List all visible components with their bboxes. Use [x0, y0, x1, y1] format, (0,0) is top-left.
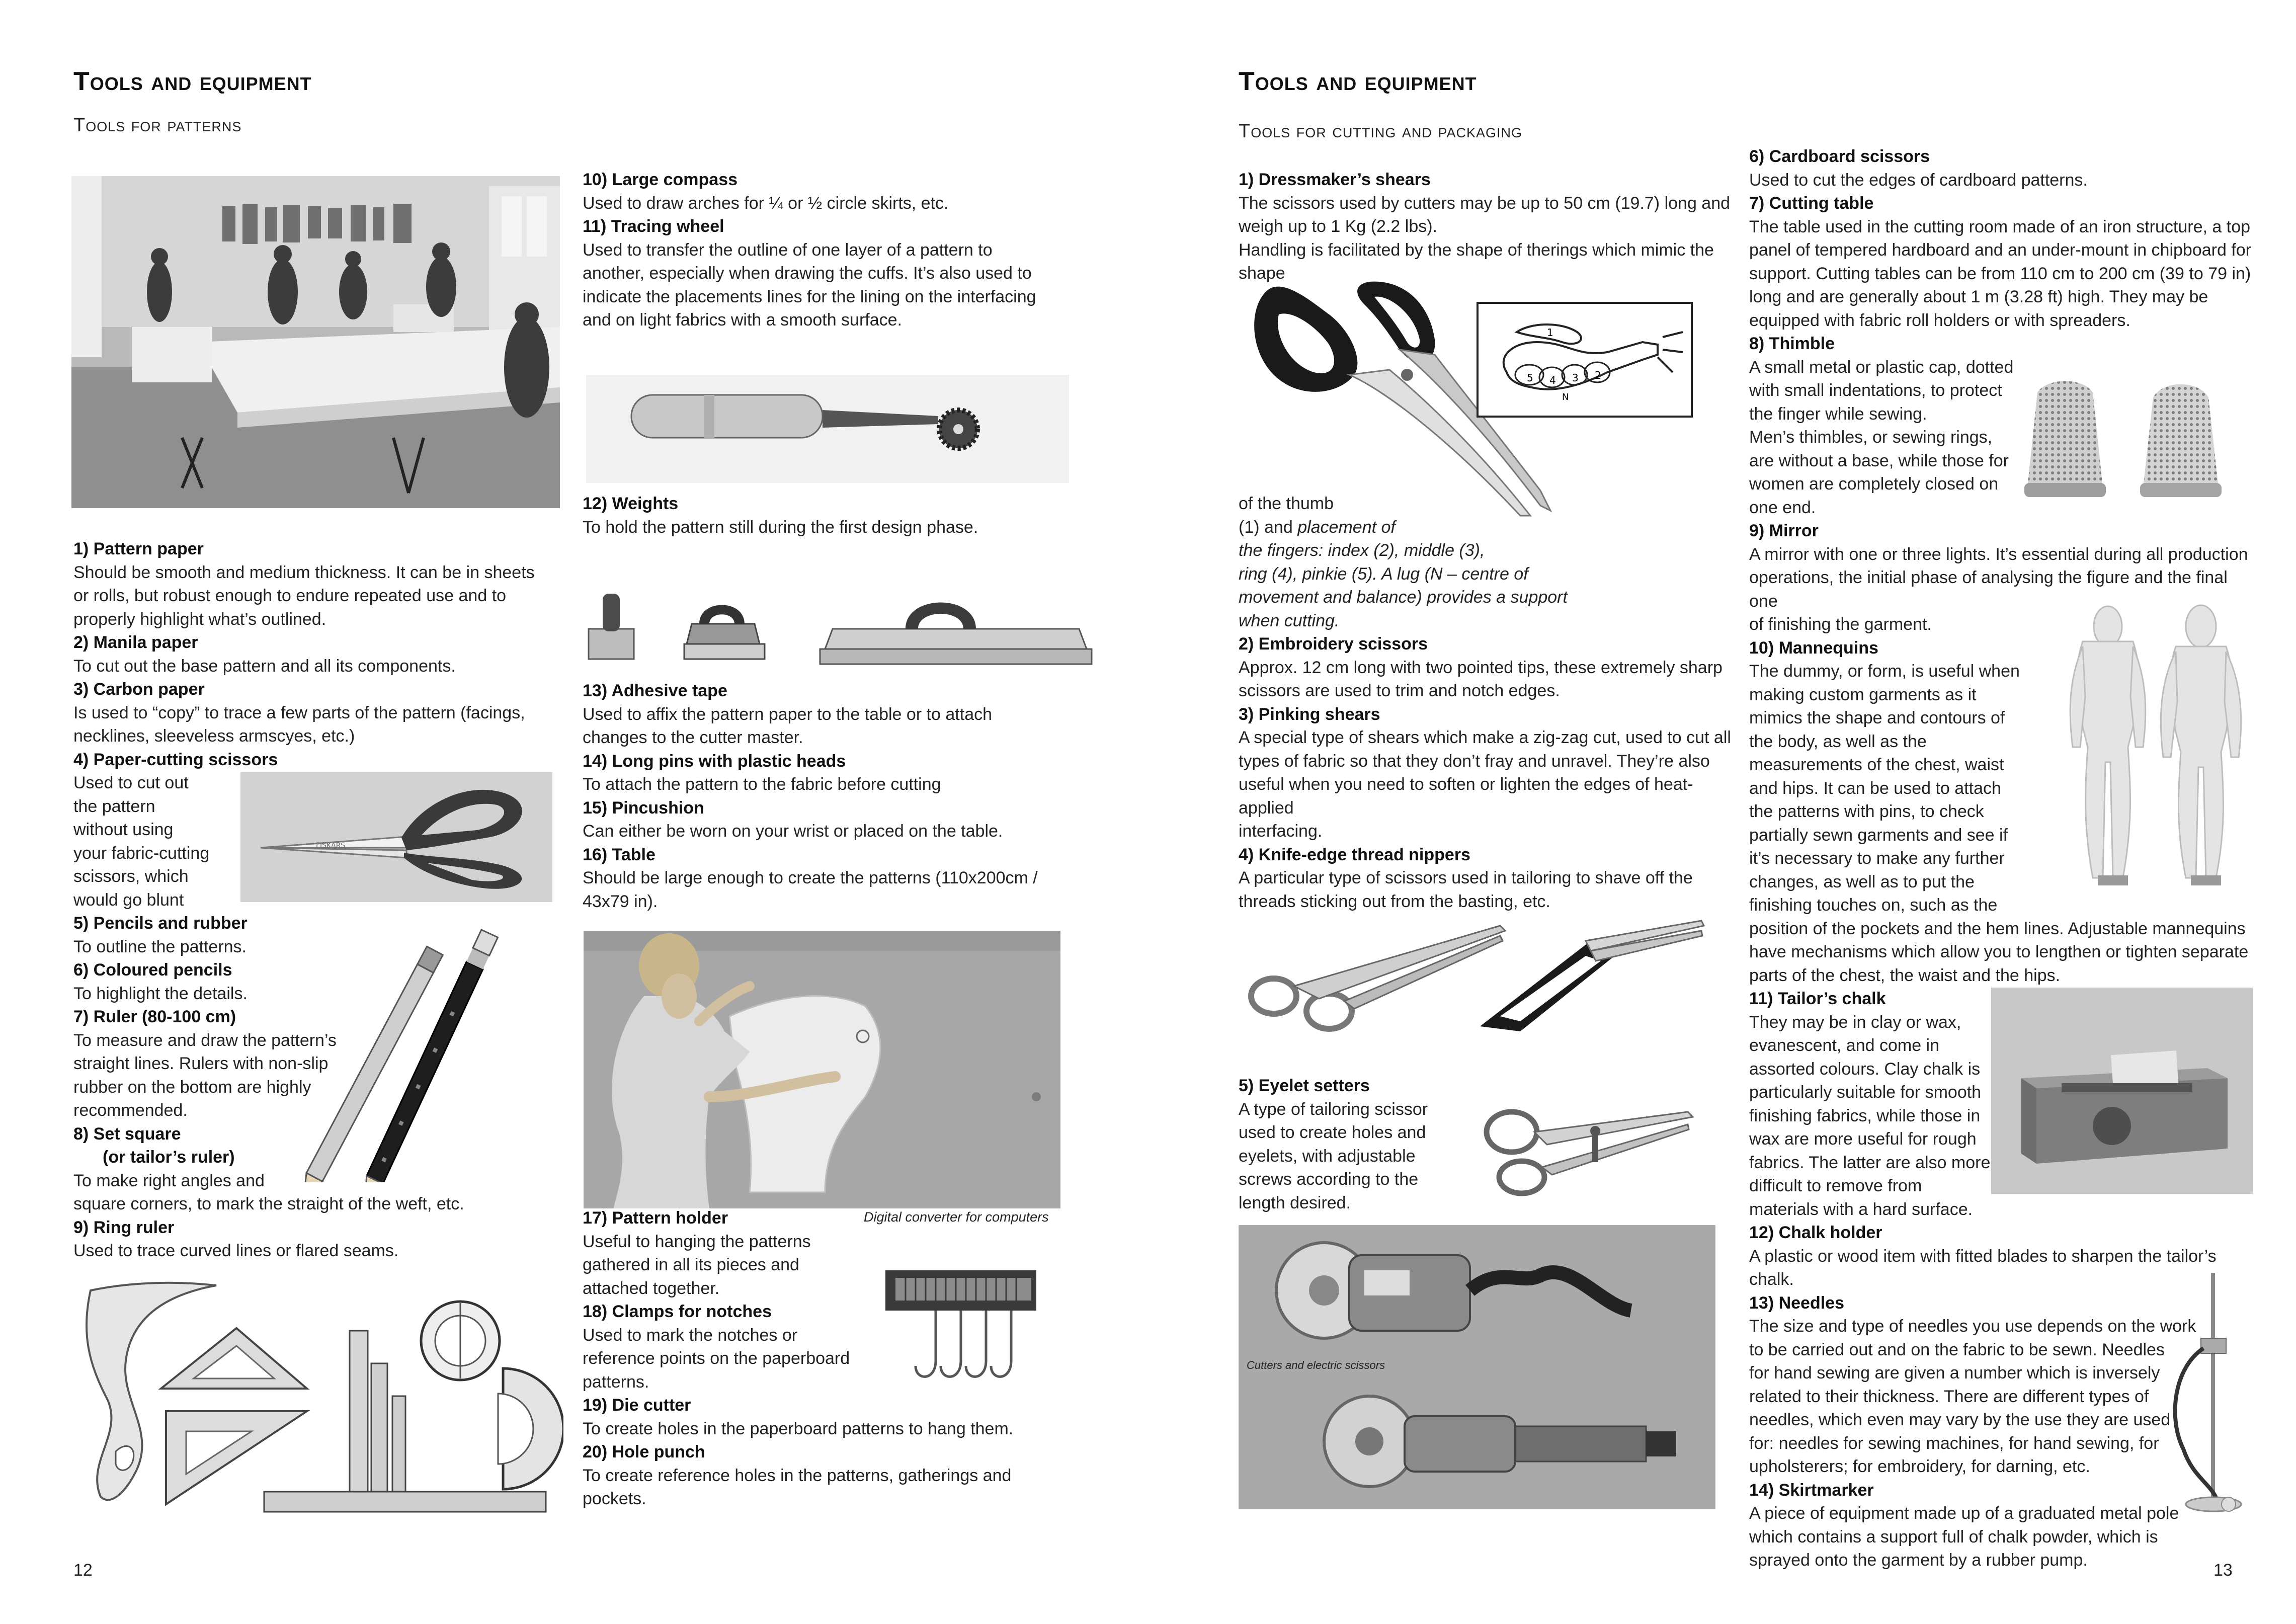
diagram-label: 5	[1527, 372, 1533, 384]
rulers-image	[70, 1280, 563, 1517]
classroom-photo	[71, 176, 560, 508]
diagram-label: 4	[1549, 374, 1556, 386]
text-line: rubber on the bottom are highly	[73, 1077, 311, 1097]
text-line: To hold the pattern still during the first design phase.	[583, 517, 978, 537]
text-line: changes to the cutter master.	[583, 728, 803, 747]
text-line: A mirror with one or three lights. It’s essential during all production	[1749, 544, 2248, 564]
page-title-right: Tools and equipment	[1239, 67, 1477, 96]
item-heading: 12) Weights	[583, 494, 679, 513]
text-line: changes, as well as to put the	[1749, 872, 1975, 891]
text-line: indicate the placements lines for the lining on the interfacing	[583, 287, 1036, 306]
item-heading: 3) Carbon paper	[73, 680, 205, 699]
text-line: the pattern	[73, 796, 155, 816]
text-line: wax are more useful for rough	[1749, 1129, 1977, 1149]
text-line: To highlight the details.	[73, 984, 248, 1003]
text-line: the patterns with pins, to check	[1749, 802, 1984, 821]
chalk-holder-image	[1991, 988, 2253, 1194]
text-line: gathered in all its pieces and	[583, 1255, 799, 1274]
right-column-1a	[1239, 168, 1747, 285]
text-line: of the thumb	[1239, 494, 1334, 513]
text-line: used to create holes and	[1239, 1123, 1426, 1142]
item-heading: 19) Die cutter	[583, 1396, 691, 1415]
item-heading: 15) Pincushion	[583, 798, 704, 818]
page-subtitle-left: Tools for patterns	[73, 115, 242, 136]
text-line: finishing touches on, such as the	[1749, 896, 1998, 915]
text-line: ring (4), pinkie (5). A lug (N – centre of	[1239, 564, 1528, 584]
text-line: Used to cut out	[73, 773, 189, 792]
text-line: are without a base, while those for	[1749, 451, 2009, 470]
text-line: A piece of equipment made up of a graduated metal pole	[1749, 1504, 2179, 1523]
text-line: Used to transfer the outline of one layer of a pattern to	[583, 240, 993, 260]
item-heading: 7) Cutting table	[1749, 194, 1874, 213]
text-line: To cut out the base pattern and all its components.	[73, 656, 456, 676]
item-heading: 14) Skirtmarker	[1749, 1480, 1874, 1500]
text-line: Used to affix the pattern paper to the table or to attach	[583, 704, 993, 724]
item-heading: 2) Embroidery scissors	[1239, 634, 1428, 654]
item-heading: 1) Dressmaker’s shears	[1239, 170, 1431, 189]
text-line: interfacing.	[1239, 822, 1323, 841]
item-heading: 9) Ring ruler	[73, 1217, 175, 1237]
item-heading: 1) Pattern paper	[73, 539, 204, 558]
text-line: They may be in clay or wax,	[1749, 1012, 1961, 1032]
text-line: when cutting.	[1239, 611, 1340, 630]
pattern-board-photo	[584, 931, 1060, 1208]
item-heading: 5) Eyelet setters	[1239, 1076, 1370, 1095]
item-heading: 5) Pencils and rubber	[73, 914, 248, 933]
text-line: To attach the pattern to the fabric before cutting	[583, 775, 941, 794]
text-line: would go blunt	[73, 890, 184, 910]
left-column-2b	[583, 492, 1086, 539]
weights-image	[584, 569, 1107, 669]
mannequins-image	[2063, 596, 2254, 893]
text-span: placement of	[1297, 517, 1396, 537]
text-line: The table used in the cutting room made of an iron structure, a top	[1749, 217, 2251, 236]
text-line: Useful to hanging the patterns	[583, 1232, 811, 1251]
item-heading: 10) Mannequins	[1749, 638, 1878, 658]
text-line: difficult to remove from	[1749, 1176, 1922, 1195]
text-line: related to their thickness. There are different types of	[1749, 1387, 2149, 1406]
paper-scissors-photo	[240, 772, 552, 902]
page-subtitle-right: Tools for cutting and packaging	[1239, 121, 1522, 142]
text-line: panel of tempered hardboard and an under-mount in chipboard for	[1749, 240, 2252, 260]
text-line: evanescent, and come in	[1749, 1036, 1940, 1055]
text-line: screws according to the	[1239, 1170, 1419, 1189]
item-heading: 6) Cardboard scissors	[1749, 147, 1930, 166]
tracing-wheel-image	[586, 375, 1069, 483]
text-span: (1) and	[1239, 517, 1298, 537]
text-line: A particular type of scissors used in tailoring to shave off the	[1239, 868, 1693, 887]
text-line: mimics the shape and contours of	[1749, 708, 2005, 727]
small-scissors-image	[1239, 911, 1742, 1041]
text-line: Used to draw arches for ¼ or ½ circle skirts, etc.	[583, 193, 949, 213]
text-line: without using	[73, 820, 174, 839]
pencils-image	[299, 926, 571, 1182]
eyelet-setter-image	[1471, 1082, 1713, 1197]
text-line: The dummy, or form, is useful when	[1749, 662, 2020, 681]
text-line: upholsterers; for embroidery, for darning, etc.	[1749, 1457, 2090, 1476]
text-line: materials with a hard surface.	[1749, 1199, 1973, 1219]
text-line: or rolls, but robust enough to endure repeated use and to	[73, 586, 507, 605]
item-heading: 16) Table	[583, 845, 655, 864]
text-line: weigh up to 1 Kg (2.2 lbs).	[1239, 217, 1438, 236]
text-line: particularly suitable for smooth	[1749, 1083, 1982, 1102]
text-line: The scissors used by cutters may be up to 50 cm (19.7) long and	[1239, 193, 1731, 213]
text-line: measurements of the chest, waist	[1749, 755, 2004, 774]
text-line: To create reference holes in the patterns, gatherings and	[583, 1466, 1012, 1485]
svg-text:FISKARS: FISKARS	[316, 842, 346, 850]
left-column-2a	[583, 168, 1086, 332]
text-line: useful when you need to soften or lighten the edges of heat-applied	[1239, 775, 1693, 818]
text-line: The size and type of needles you use depends on the work	[1749, 1317, 2196, 1336]
text-line: equipped with fabric roll holders or with spreaders.	[1749, 310, 2130, 330]
text-line: needles, which even may vary by the use they are used	[1749, 1410, 2171, 1429]
text-line: properly highlight what’s outlined.	[73, 609, 326, 629]
text-line: scissors are used to trim and notch edges.	[1239, 681, 1560, 700]
item-heading: 8) Set square	[73, 1124, 181, 1144]
finger-position-diagram	[1477, 302, 1693, 418]
item-heading: 18) Clamps for notches	[583, 1302, 772, 1321]
item-heading: 6) Coloured pencils	[73, 960, 232, 980]
text-line: it’s necessary to make any further	[1749, 849, 2005, 868]
item-heading: 9) Mirror	[1749, 521, 1819, 540]
item-heading: (or tailor’s ruler)	[103, 1148, 235, 1167]
text-line: A special type of shears which make a zig-zag cut, used to cut all	[1239, 728, 1731, 747]
text-line: A type of tailoring scissor	[1239, 1099, 1428, 1119]
text-line: fabrics. The latter are also more	[1749, 1153, 1991, 1172]
text-line: necklines, sleeveless armscyes, etc.)	[73, 726, 355, 746]
text-line: have mechanisms which allow you to lengthen or tighten separate	[1749, 942, 2249, 961]
item-heading: 20) Hole punch	[583, 1442, 705, 1461]
text-line: reference points on the paperboard	[583, 1349, 850, 1368]
text-line: Used to cut the edges of cardboard patterns.	[1749, 170, 2088, 190]
text-line: To outline the patterns.	[73, 937, 247, 956]
item-heading: 12) Chalk holder	[1749, 1223, 1882, 1242]
right-column-1c	[1239, 1074, 1490, 1214]
item-heading: 17) Pattern holder	[583, 1208, 728, 1228]
text-line: threads sticking out from the basting, etc.	[1239, 891, 1550, 911]
text-line: patterns.	[583, 1372, 649, 1392]
text-line: To measure and draw the pattern’s	[73, 1030, 337, 1050]
right-column-1b	[1239, 492, 1747, 913]
item-heading: 8) Thimble	[1749, 334, 1835, 353]
text-line: Is used to “copy” to trace a few parts of the pattern (facings,	[73, 703, 525, 722]
item-heading: 10) Large compass	[583, 170, 738, 189]
text-line: types of fabric so that they don’t fray and unravel. They’re also	[1239, 751, 1710, 771]
text-line: women are completely closed on	[1749, 474, 1999, 494]
item-heading: 13) Adhesive tape	[583, 681, 727, 700]
text-line: Handling is facilitated by the shape of therings which mimic the shape	[1239, 240, 1714, 283]
text-line: Used to mark the notches or	[583, 1325, 798, 1345]
diagram-label: 3	[1572, 372, 1579, 384]
text-line: and on light fabrics with a smooth surface.	[583, 310, 902, 330]
text-line: the fingers: index (2), middle (3),	[1239, 541, 1485, 560]
item-heading: 11) Tracing wheel	[583, 217, 724, 236]
diagram-label: 2	[1595, 369, 1601, 381]
item-heading: 4) Paper-cutting scissors	[73, 750, 278, 769]
text-line: of finishing the garment.	[1749, 615, 1932, 634]
text-line: Should be large enough to create the patterns (110x200cm /	[583, 868, 1038, 887]
pattern-holder-image	[875, 1260, 1067, 1401]
text-line: parts of the chest, the waist and the hips.	[1749, 965, 2061, 985]
text-line: the body, as well as the	[1749, 732, 1927, 751]
text-line: for: needles for sewing machines, for hand sewing, for	[1749, 1433, 2159, 1453]
text-line: Should be smooth and medium thickness. It can be in sheets	[73, 562, 535, 582]
item-heading: 7) Ruler (80-100 cm)	[73, 1007, 236, 1026]
text-line: support. Cutting tables can be from 110 cm to 200 cm (39 to 79 in)	[1749, 264, 2251, 283]
text-line: and hips. It can be used to attach	[1749, 778, 2001, 798]
digital-converter-caption: Digital converter for computers	[864, 1209, 1049, 1225]
text-line: straight lines. Rulers with non-slip	[73, 1054, 329, 1073]
item-heading: 14) Long pins with plastic heads	[583, 751, 846, 771]
text-line: Used to trace curved lines or flared seams.	[73, 1241, 399, 1260]
diagram-label: N	[1562, 392, 1569, 402]
item-heading: 2) Manila paper	[73, 633, 198, 652]
text-line: making custom garments as it	[1749, 685, 1977, 704]
text-line: attached together.	[583, 1278, 720, 1298]
text-line: Approx. 12 cm long with two pointed tips, these extremely sharp	[1239, 658, 1723, 677]
text-line: which contains a support full of chalk powder, which is	[1749, 1527, 2158, 1547]
text-line: to be carried out and on the fabric to be sewn. Needles	[1749, 1340, 2165, 1359]
text-line: scissors, which	[73, 867, 189, 886]
text-line: your fabric-cutting	[73, 843, 210, 863]
text-line: long and are generally about 1 m (3.28 ft) high. They may be	[1749, 287, 2208, 306]
item-heading: 4) Knife-edge thread nippers	[1239, 845, 1470, 864]
text-line: Can either be worn on your wrist or placed on the table.	[583, 822, 1003, 841]
page-number-left: 12	[73, 1561, 93, 1580]
text-line: one end.	[1749, 498, 1816, 517]
text-line: 43x79 in).	[583, 891, 658, 911]
text-line: for hand sewing are given a number which is inversely	[1749, 1363, 2160, 1383]
text-line: another, especially when drawing the cuffs. It’s also used to	[583, 264, 1032, 283]
cutters-caption: Cutters and electric scissors	[1247, 1359, 1385, 1371]
diagram-label: 1	[1547, 327, 1553, 339]
text-line: the finger while sewing.	[1749, 404, 1927, 424]
text-line: partially sewn garments and see if	[1749, 825, 2008, 845]
text-line: operations, the initial phase of analysing the figure and the final one	[1749, 568, 2228, 611]
text-line: Men’s thimbles, or sewing rings,	[1749, 428, 1993, 447]
text-line: length desired.	[1239, 1193, 1351, 1212]
page-number-right: 13	[2213, 1561, 2233, 1580]
page-title-left: Tools and equipment	[73, 67, 312, 96]
text-line: To create holes in the paperboard patterns to hang them.	[583, 1419, 1014, 1438]
item-heading: 11) Tailor’s chalk	[1749, 989, 1886, 1008]
text-line: position of the pockets and the hem lines. Adjustable mannequins	[1749, 919, 2246, 938]
skirtmarker-image	[2163, 1268, 2249, 1514]
text-line: finishing fabrics, while those in	[1749, 1106, 1981, 1125]
text-line: square corners, to mark the straight of the weft, etc.	[73, 1194, 464, 1213]
item-heading: 3) Pinking shears	[1239, 704, 1380, 724]
text-line: recommended.	[73, 1101, 188, 1120]
left-column-2c	[583, 679, 1086, 913]
text-line: with small indentations, to protect	[1749, 381, 2002, 400]
text-line: A small metal or plastic cap, dotted	[1749, 357, 2014, 377]
text-line: assorted colours. Clay chalk is	[1749, 1059, 1981, 1079]
thimbles-image	[2007, 367, 2259, 508]
text-line: eyelets, with adjustable	[1239, 1146, 1416, 1166]
item-heading: 13) Needles	[1749, 1293, 1844, 1313]
text-line: To make right angles and	[73, 1171, 265, 1190]
text-line: pockets.	[583, 1489, 646, 1508]
text-line: A plastic or wood item with fitted blades to sharpen the tailor’s chalk.	[1749, 1246, 2217, 1289]
text-line: movement and balance) provides a support	[1239, 588, 1568, 607]
text-line: sprayed onto the garment by a rubber pump.	[1749, 1551, 2088, 1570]
